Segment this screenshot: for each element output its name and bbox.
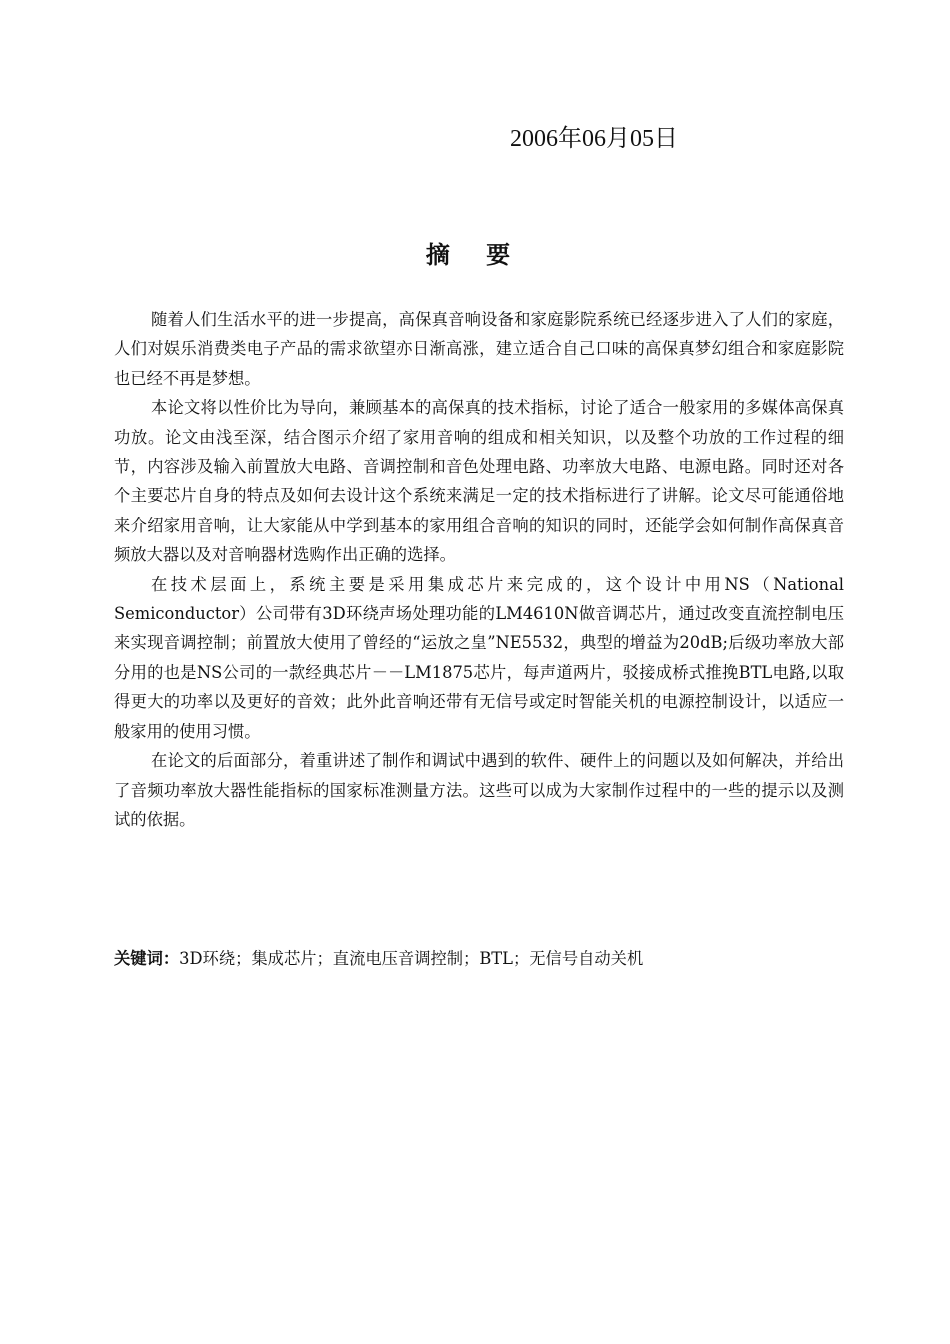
- abstract-title: 摘 要: [425, 241, 525, 269]
- keywords-text: 3D环绕；集成芯片；直流电压音调控制；BTL；无信号自动关机: [179, 949, 644, 968]
- abstract-paragraph-4: 在论文的后面部分，着重讲述了制作和调试中遇到的软件、硬件上的问题以及如何解决，并给出了音频功率放大器性能指标的国家标准测量方法。这些可以成为大家制作过程中的一些的提示以及测试的依据。: [114, 751, 844, 829]
- abstract-paragraph-1: 随着人们生活水平的进一步提高，高保真音响设备和家庭影院系统已经逐步进入了人们的家庭，人们对娱乐消费类电子产品的需求欲望亦日渐高涨，建立适合自己口味的高保真梦幻组合和家庭影院也已经不再是梦想。: [114, 310, 844, 388]
- keywords-label: 关键词：: [114, 949, 180, 968]
- abstract-paragraph-3: 在技术层面上，系统主要是采用集成芯片来完成的，这个设计中用NS（National Semiconductor）公司带有3D环绕声场处理功能的LM4610N做音调芯片，通过改变直流控制电压来实现音调控制；前置放大使用了曾经的“运放之皇”NE5532，典型的增益为20dB;后级功率放大部分用的也是NS公司的一款经典芯片－－LM1875芯片，每声道两片，驳接成桥式推挽BTL电路,以取得更大的功率以及更好的音效；此外此音响还带有无信号或定时智能关机的电源控制设计，以适应一般家用的使用习惯。: [114, 574, 844, 741]
- document-date: 2006年06月05日: [510, 126, 678, 152]
- abstract-body: [114, 305, 844, 834]
- keywords-line: [114, 944, 844, 973]
- abstract-paragraph-2: 本论文将以性价比为导向，兼顾基本的高保真的技术指标，讨论了适合一般家用的多媒体高保真功放。论文由浅至深，结合图示介绍了家用音响的组成和相关知识，以及整个功放的工作过程的细节，内容涉及输入前置放大电路、音调控制和音色处理电路、功率放大电路、电源电路。同时还对各个主要芯片自身的特点及如何去设计这个系统来满足一定的技术指标进行了讲解。论文尽可能通俗地来介绍家用音响，让大家能从中学到基本的家用组合音响的知识的同时，还能学会如何制作高保真音频放大器以及对音响器材选购作出正确的选择。: [114, 398, 844, 565]
